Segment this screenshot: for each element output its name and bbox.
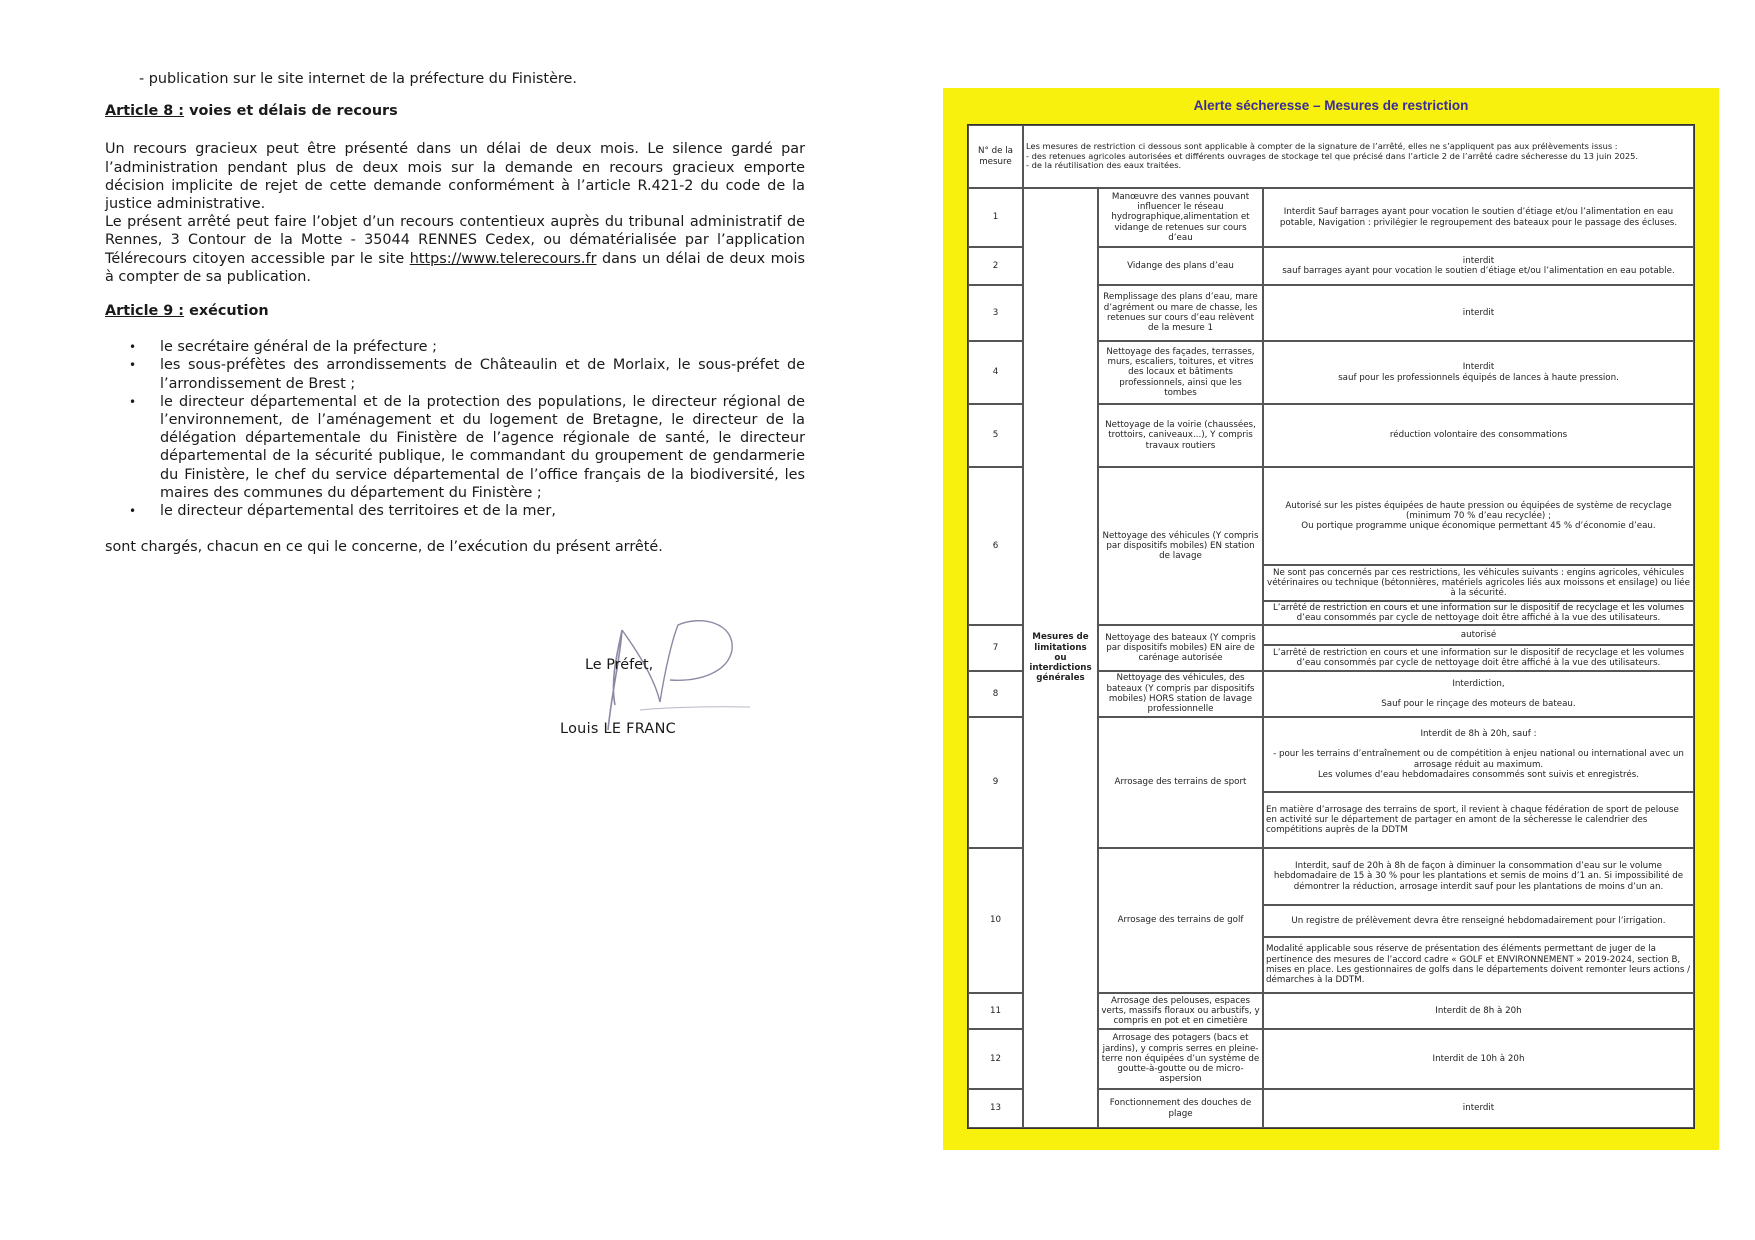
header-description: Les mesures de restriction ci dessous sont applicable à compter de la signature de l’arrêté, elles ne s’appliquent pas aux prélèvements issus : - des retenues agricoles autorisées et différents ouvrages de stockage tel que précisé dans l’article 2 de l’arrêté cadre sécheresse du 13 juin 2025. - de la réutilisation des eaux traitées. <box>1023 125 1694 188</box>
measure-number: 4 <box>968 341 1023 404</box>
usage-cell: Nettoyage des bateaux (Y compris par dispositifs mobiles) EN aire de carénage autorisée <box>1098 625 1263 671</box>
measure-cell: Interdit sauf pour les professionnels équipés de lances à haute pression. <box>1263 341 1694 404</box>
usage-cell: Arrosage des terrains de golf <box>1098 848 1263 993</box>
measure-number: 6 <box>968 467 1023 625</box>
usage-cell: Vidange des plans d’eau <box>1098 247 1263 285</box>
telerecours-link[interactable]: https://www.telerecours.fr <box>409 250 597 267</box>
usage-cell: Arrosage des terrains de sport <box>1098 717 1263 848</box>
drought-alert-panel <box>943 88 1719 1150</box>
measure-number: 1 <box>968 188 1023 247</box>
measure-number: 13 <box>968 1089 1023 1128</box>
article-8-paragraph-2 <box>105 213 805 286</box>
measure-cell: Interdit de 10h à 20h <box>1263 1029 1694 1089</box>
article-8-title: voies et délais de recours <box>184 103 398 120</box>
measure-number: 8 <box>968 671 1023 717</box>
restriction-table <box>967 124 1695 1129</box>
measure-number: 5 <box>968 404 1023 467</box>
measure-cell: Un registre de prélèvement devra être renseigné hebdomadairement pour l’irrigation. <box>1263 905 1694 937</box>
execution-list <box>105 338 805 520</box>
category-label: Mesures de limitations ou interdictions générales <box>1023 188 1098 1128</box>
usage-cell: Nettoyage des façades, terrasses, murs, escaliers, toitures, et vitres des locaux et bâtiments professionnels, ainsi que les tombes <box>1098 341 1263 404</box>
article-9-label: Article 9 : <box>105 303 185 320</box>
usage-cell: Manœuvre des vannes pouvant influencer le réseau hydrographique,alimentation et vidange de retenues sur cours d’eau <box>1098 188 1263 247</box>
header-measure-number: N° de la mesure <box>968 125 1023 188</box>
usage-cell: Nettoyage de la voirie (chaussées, trottoirs, caniveaux...), Y compris travaux routiers <box>1098 404 1263 467</box>
usage-cell: Fonctionnement des douches de plage <box>1098 1089 1263 1128</box>
usage-cell: Nettoyage des véhicules, des bateaux (Y compris par dispositifs mobiles) HORS station de lavage professionnelle <box>1098 671 1263 717</box>
signature-title: Le Préfet, <box>585 657 654 673</box>
signatory-name: Louis LE FRANC <box>560 721 676 737</box>
list-item: • le secrétaire général de la préfecture ; <box>105 338 805 356</box>
measure-cell: Interdit de 8h à 20h <box>1263 993 1694 1029</box>
signature-block <box>105 600 805 760</box>
usage-cell: Arrosage des potagers (bacs et jardins), y compris serres en pleine-terre non équipées d’un système de goutte-à-goutte ou de micro-aspersion <box>1098 1029 1263 1089</box>
measure-cell: En matière d’arrosage des terrains de sport, il revient à chaque fédération de sport de pelouse en activité sur le département de partager en amont de la sécheresse le calendrier des compétitions auprès de la DDTM <box>1263 792 1694 848</box>
measure-cell: Interdiction, Sauf pour le rinçage des moteurs de bateau. <box>1263 671 1694 717</box>
decree-text <box>105 70 805 556</box>
measure-number: 10 <box>968 848 1023 993</box>
article-8-paragraph-2-start: Le présent arrêté peut faire l’objet d’un recours contentieux auprès du tribunal administratif de Rennes, 3 Contour de la Motte - 35044 RENNES Cedex, ou dématérialisée par l’application Télérecours citoyen accessible par le site <box>105 214 805 267</box>
measure-number: 11 <box>968 993 1023 1029</box>
list-item: • le directeur départemental et de la protection des populations, le directeur régional de l’environnement, de l’aménagement et du logement de Bretagne, le directeur de la délégation départementale du Finistère de l’agence régionale de santé, le directeur départemental de la sécurité publique, le commandant du groupement de gendarmerie du Finistère, le chef du service départemental de l’office français de la biodiversité, les maires des communes du département du Finistère ; <box>105 393 805 502</box>
measure-cell: Interdit, sauf de 20h à 8h de façon à diminuer la consommation d’eau sur le volume hebdomadaire de 15 à 30 % pour les plantations et semis de moins d’1 an. Si impossibilité de démontrer la réduction, arrosage interdit sauf pour les plantations de moins d’un an. <box>1263 848 1694 905</box>
measure-cell: Interdit Sauf barrages ayant pour vocation le soutien d’étiage et/ou l’alimentation en eau potable, Navigation : privilégier le regroupement des bateaux pour le passage des écluses. <box>1263 188 1694 247</box>
list-item: • le directeur départemental des territoires et de la mer, <box>105 502 805 520</box>
measure-cell: interdit sauf barrages ayant pour vocation le soutien d’étiage et/ou l’alimentation en eau potable. <box>1263 247 1694 285</box>
measure-cell: Ne sont pas concernés par ces restrictions, les véhicules suivants : engins agricoles, véhicules vétérinaires ou technique (bétonnières, matériels agricoles liés aux moissons et ensilage) ou liée à la sécurité. <box>1263 565 1694 601</box>
measure-cell: autorisé <box>1263 625 1694 645</box>
article-9-title: exécution <box>184 303 269 320</box>
measure-cell: L’arrêté de restriction en cours et une information sur le dispositif de recyclage et les volumes d’eau consommés par cycle de nettoyage doit être affiché à la vue des utilisateurs. <box>1263 645 1694 671</box>
usage-cell: Nettoyage des véhicules (Y compris par dispositifs mobiles) EN station de lavage <box>1098 467 1263 625</box>
measure-cell: interdit <box>1263 285 1694 341</box>
measure-number: 9 <box>968 717 1023 848</box>
usage-cell: Remplissage des plans d’eau, mare d’agrément ou mare de chasse, les retenues sur cours d’eau relèvent de la mesure 1 <box>1098 285 1263 341</box>
measure-cell: interdit <box>1263 1089 1694 1128</box>
article-8-label: Article 8 : <box>105 103 185 120</box>
list-item: • les sous-préfètes des arrondissements de Châteaulin et de Morlaix, le sous-préfet de l’arrondissement de Brest ; <box>105 356 805 392</box>
measure-cell: réduction volontaire des consommations <box>1263 404 1694 467</box>
measure-cell: Autorisé sur les pistes équipées de haute pression ou équipées de système de recyclage (minimum 70 % d’eau recyclée) ; Ou portique programme unique économique permettant 45 % d’économie d’eau. <box>1263 467 1694 565</box>
measure-number: 7 <box>968 625 1023 671</box>
panel-title: Alerte sécheresse – Mesures de restriction <box>1193 98 1469 113</box>
measure-number: 3 <box>968 285 1023 341</box>
measure-number: 2 <box>968 247 1023 285</box>
measure-cell: L’arrêté de restriction en cours et une information sur le dispositif de recyclage et les volumes d’eau consommés par cycle de nettoyage doit être affiché à la vue des utilisateurs. <box>1263 601 1694 625</box>
measure-cell: Modalité applicable sous réserve de présentation des éléments permettant de juger de la pertinence des mesures de l’accord cadre « GOLF et ENVIRONNEMENT » 2019-2024, section B, mises en place. Les gestionnaires de golfs dans le départements doivent remonter leurs actions / démarches à la DDTM. <box>1263 937 1694 993</box>
usage-cell: Arrosage des pelouses, espaces verts, massifs floraux ou arbustifs, y compris en pot et en cimetière <box>1098 993 1263 1029</box>
publication-line: - publication sur le site internet de la préfecture du Finistère. <box>139 71 577 87</box>
article-9-heading <box>105 302 805 320</box>
article-8-paragraph-2-end: dans un délai de deux mois à compter de sa publication. <box>105 250 805 285</box>
measure-number: 12 <box>968 1029 1023 1089</box>
execution-conclusion: sont chargés, chacun en ce qui le concerne, de l’exécution du présent arrêté. <box>105 539 663 556</box>
measure-cell: Interdit de 8h à 20h, sauf : - pour les terrains d’entraînement ou de compétition à enjeu national ou international avec un arrosage réduit au maximum. Les volumes d’eau hebdomadaires consommés sont suivis et enregistrés. <box>1263 717 1694 792</box>
article-8-paragraph-1: Un recours gracieux peut être présenté dans un délai de deux mois. Le silence gardé par l’administration pendant plus de deux mois sur la demande en recours gracieux emporte décision implicite de rejet de cette demande conformément à l’article R.421-2 du code de la justice administrative. <box>105 141 805 213</box>
article-8-heading <box>105 102 805 120</box>
